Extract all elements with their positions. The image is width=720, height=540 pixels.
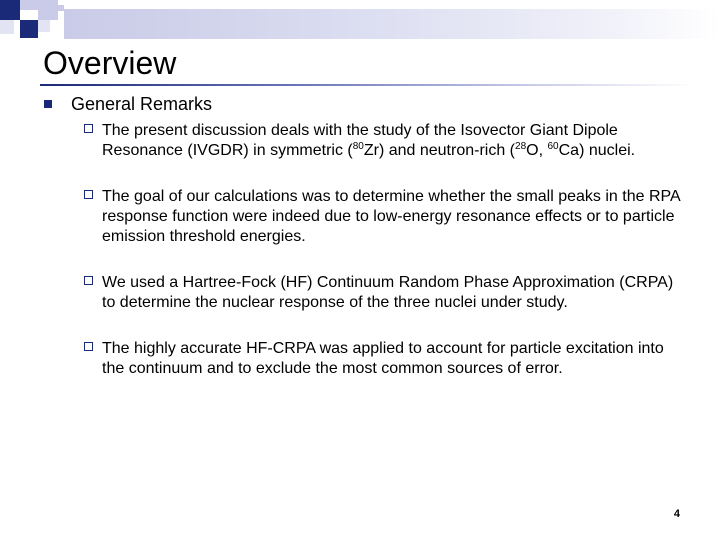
text-segment: Zr) and neutron-rich (: [363, 142, 516, 159]
list-item-text: [102, 339, 682, 379]
list-item: [84, 273, 684, 313]
text-segment: The highly accurate HF-CRPA was applied to account for particle excitation into the continuum and to exclude the most common sources of error.: [102, 340, 664, 377]
deco-square: [20, 0, 38, 10]
checkbox-bullet-icon: [84, 276, 93, 285]
square-bullet-icon: [44, 100, 52, 108]
deco-square: [38, 0, 58, 20]
deco-square: [38, 20, 50, 32]
header-bar: [64, 9, 720, 39]
bullet-list: [84, 121, 684, 379]
list-item: [84, 339, 684, 379]
checkbox-bullet-icon: [84, 124, 93, 133]
text-segment: The present discussion deals with the study of the Isovector Giant Dipole Resonance (IVGDR) in symmetric (: [102, 122, 618, 159]
checkbox-bullet-icon: [84, 342, 93, 351]
list-item-text: [102, 187, 682, 247]
checkbox-bullet-icon: [84, 190, 93, 199]
text-segment: The goal of our calculations was to determine whether the small peaks in the RPA response function were indeed due to low-energy resonance effects or to particle emission threshold energies.: [102, 188, 680, 245]
text-segment: O,: [526, 142, 548, 159]
list-item-text: [102, 121, 682, 161]
superscript: 60: [547, 141, 559, 152]
slide-title: Overview: [43, 45, 177, 81]
superscript: 28: [515, 141, 527, 152]
deco-square: [0, 20, 14, 34]
text-segment: Ca) nuclei.: [558, 142, 636, 159]
section-label: General Remarks: [71, 94, 213, 114]
title-divider: [40, 84, 696, 86]
page-number: 4: [673, 508, 680, 520]
text-segment: We used a Hartree-Fock (HF) Continuum Random Phase Approximation (CRPA) to determine the nuclear response of the three nuclei under study.: [102, 274, 674, 311]
deco-square: [0, 0, 20, 20]
deco-square: [20, 20, 38, 38]
superscript: 80: [352, 141, 364, 152]
list-item: [84, 187, 684, 247]
list-item: [84, 121, 684, 161]
list-item-text: [102, 273, 682, 313]
